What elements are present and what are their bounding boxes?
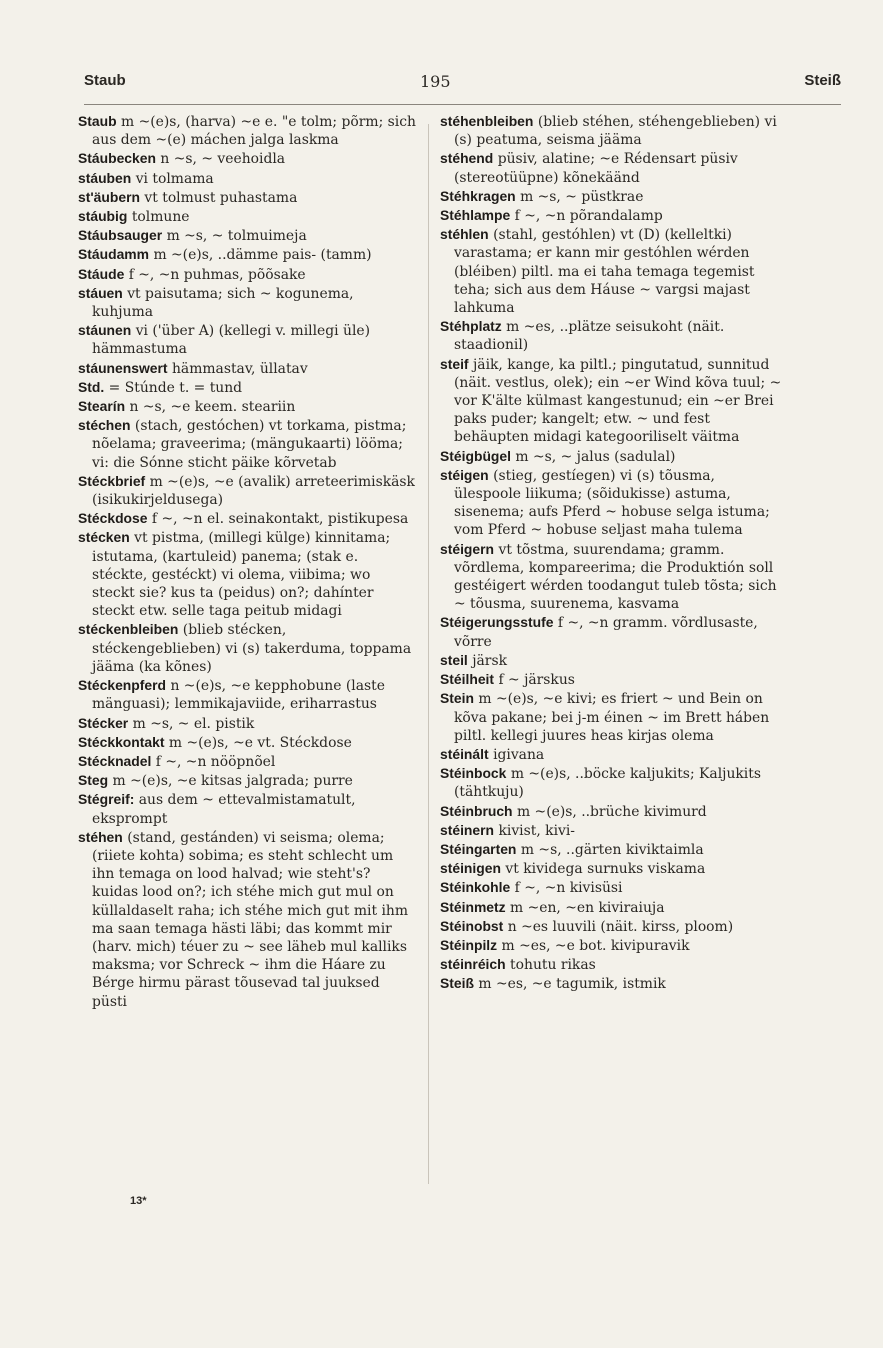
dictionary-entry xyxy=(440,670,786,689)
entry-headword: Stéinbruch xyxy=(440,802,513,819)
entry-definition: m ~s, ~ el. pistik xyxy=(132,715,255,732)
entry-headword: Stáudamm xyxy=(78,246,150,263)
dictionary-entry xyxy=(78,265,416,284)
entry-definition: vi ('über A) (kellegi v. millegi üle) hämmastuma xyxy=(92,323,371,358)
dictionary-entry xyxy=(78,149,416,168)
dictionary-entry xyxy=(78,472,416,509)
dictionary-entry xyxy=(440,112,786,149)
entry-headword: Stáude xyxy=(78,265,125,282)
entry-definition: püsiv, alatine; ~e Rédensart püsiv (stereotüüpne) kõnekäänd xyxy=(454,151,738,186)
dictionary-entry xyxy=(78,528,416,620)
dictionary-entry xyxy=(440,540,786,614)
entry-headword: Steiß xyxy=(440,975,474,992)
entry-headword: stéchen xyxy=(78,417,131,434)
dictionary-entry xyxy=(78,509,416,528)
entry-definition: n ~(e)s, ~e kepphobune (laste mänguasi); lemmikajaviide, eriharrastus xyxy=(92,678,385,713)
entry-definition: hämmastav, üllatav xyxy=(171,360,308,377)
entry-headword: stáunen xyxy=(78,322,132,339)
running-header xyxy=(84,72,841,94)
entry-headword: Stáubecken xyxy=(78,150,156,167)
entry-headword: stéigern xyxy=(440,540,495,557)
entry-definition: f ~, ~n gramm. võrdlusaste, võrre xyxy=(454,615,758,650)
dictionary-entry xyxy=(440,317,786,354)
dictionary-entry xyxy=(440,917,786,936)
entry-headword: Stécknadel xyxy=(78,752,152,769)
entry-headword: Stéinbock xyxy=(440,765,507,782)
dictionary-entry xyxy=(78,733,416,752)
entry-headword: Stégreif: xyxy=(78,791,135,808)
entry-definition: (stahl, gestóhlen) vt (D) (kelleltki) varastama; er kann mir gestóhlen wérden (bléiben) piltl. ma ei taha temaga tegemist teha; sich aus dem Háuse ~ vargsi majast lahkuma xyxy=(454,227,755,317)
dictionary-entry xyxy=(78,752,416,771)
dictionary-entry xyxy=(440,149,786,186)
entry-headword: Stéckbrief xyxy=(78,472,146,489)
entry-headword: stéinált xyxy=(440,745,489,762)
entry-definition: (stieg, gestíegen) vi (s) tõusma, ülespoole liikuma; (sõidukisse) astuma, sisenema; aufs Pferd ~ hobuse selga istuma; vom Pferd ~ hobuse seljast maha tulema xyxy=(454,467,770,539)
entry-definition: m ~en, ~en kiviraiuja xyxy=(510,899,665,916)
entry-definition: f ~, ~n puhmas, põõsake xyxy=(128,266,306,283)
entry-definition: = Stúnde t. = tund xyxy=(108,379,243,396)
dictionary-entry xyxy=(440,821,786,840)
entry-definition: m ~(e)s, ..böcke kaljukits; Kaljukits (tähtkuju) xyxy=(454,766,761,801)
entry-definition: m ~(e)s, ..brüche kivimurd xyxy=(516,803,707,820)
dictionary-entry xyxy=(440,355,786,447)
dictionary-entry xyxy=(78,790,416,827)
dictionary-entry xyxy=(78,359,416,378)
dictionary-entry xyxy=(440,878,786,897)
entry-definition: m ~(e)s, ~e vt. Stéckdose xyxy=(168,734,352,751)
dictionary-entry xyxy=(78,620,416,676)
dictionary-entry xyxy=(78,676,416,713)
entry-headword: stáunenswert xyxy=(78,359,168,376)
dictionary-entry xyxy=(440,613,786,650)
dictionary-entry xyxy=(78,771,416,790)
entry-definition: m ~(e)s, ~e (avalik) arreteerimiskäsk (isikukirjeldusega) xyxy=(92,473,415,509)
entry-definition: m ~s, ~ püstkrae xyxy=(520,188,644,205)
column-separator xyxy=(428,124,429,1184)
dictionary-entry xyxy=(78,226,416,245)
dictionary-entry xyxy=(78,416,416,472)
entry-headword: stéinigen xyxy=(440,860,501,877)
entry-headword: Stéinobst xyxy=(440,917,504,934)
entry-definition: f ~ järskus xyxy=(498,672,575,689)
right-column xyxy=(440,112,786,994)
entry-headword: stéhlen xyxy=(440,226,489,243)
entry-headword: Staub xyxy=(78,113,117,129)
entry-headword: stéckenbleiben xyxy=(78,621,179,638)
entry-definition: jäik, kange, ka piltl.; pingutatud, sunnitud (näit. vestlus, olek); ein ~er Wind kõva tuul; ~ vor K'älte külmast kangestunud; ein ~er Brei paks puder; kangelt; etw. ~ und fest behäupten midagi kategooriliselt väitma xyxy=(454,356,782,446)
dictionary-entry xyxy=(440,802,786,821)
dictionary-entry xyxy=(440,840,786,859)
dictionary-entry xyxy=(78,714,416,733)
entry-headword: Stéhkragen xyxy=(440,187,516,204)
entry-definition: n ~s, ~ veehoidla xyxy=(160,151,286,168)
entry-headword: Stéinkohle xyxy=(440,879,511,896)
dictionary-entry xyxy=(440,974,786,993)
dictionary-entry xyxy=(78,397,416,416)
dictionary-entry xyxy=(440,466,786,540)
entry-headword: Stéingarten xyxy=(440,840,517,857)
header-left-guide-word: Staub xyxy=(84,72,126,89)
left-column xyxy=(78,112,416,1011)
dictionary-entry xyxy=(78,112,416,149)
entry-definition: tolmune xyxy=(131,209,190,226)
entry-definition: m ~es, ~e tagumik, istmik xyxy=(478,976,666,993)
entry-headword: stéinréich xyxy=(440,956,506,973)
entry-headword: stáubig xyxy=(78,208,128,225)
page-number: 195 xyxy=(420,72,451,91)
entry-definition: m ~s, ..gärten kiviktaimla xyxy=(520,841,704,858)
entry-headword: stéhenbleiben xyxy=(440,113,534,129)
dictionary-entry xyxy=(440,955,786,974)
signature-mark: 13* xyxy=(130,1195,147,1207)
entry-headword: Stéckdose xyxy=(78,510,148,527)
entry-headword: Stéckenpferd xyxy=(78,677,167,694)
dictionary-entry xyxy=(440,689,786,745)
dictionary-entry xyxy=(78,207,416,226)
entry-definition: vt pistma, (millegi külge) kinnitama; istutama, (kartuleid) panema; (stak e. stéckte, gestéckt) vi olema, viibima; wo steckt sie? kus ta (peidus) on?; dahínter steckt etw. selle taga peitub midagi xyxy=(92,530,391,620)
entry-definition: m ~es, ~e bot. kivipuravik xyxy=(501,937,690,954)
entry-headword: Stéckkontakt xyxy=(78,733,165,750)
header-right-guide-word: Steiß xyxy=(804,72,841,89)
entry-headword: stéhend xyxy=(440,150,494,167)
entry-definition: f ~, ~n põrandalamp xyxy=(514,208,663,225)
entry-headword: Stáubsauger xyxy=(78,227,163,244)
entry-headword: stéhen xyxy=(78,828,123,845)
entry-definition: (stand, gestánden) vi seisma; olema; (riiete kohta) sobima; es steht schlecht um ihn temaga on lood halvad; wie steht's? kuidas lood on?; ich stéhe mich gut mul on küllaldaselt raha; ich stéhe mich gut mit ihm ma saan temaga hästi läbi; das kommt mir (harv. mich) téuer zu ~ see läheb mul kalliks maksma; vor Schreck ~ ihm die Háare zu Bérge hirmu pärast tõusevad tal juuksed püsti xyxy=(92,829,409,1010)
dictionary-entry xyxy=(78,378,416,397)
entry-headword: st'äubern xyxy=(78,188,140,205)
dictionary-entry xyxy=(440,651,786,670)
entry-definition: f ~, ~n el. seinakontakt, pistikupesa xyxy=(151,511,409,528)
entry-definition: m ~(e)s, ~e kivi; es friert ~ und Bein on kõva pakane; bei j-m éinen ~ im Brett háben piltl. kellegi juures heas kirjas olema xyxy=(454,691,770,744)
dictionary-entry xyxy=(440,187,786,206)
entry-definition: vt kividega surnuks viskama xyxy=(505,861,706,878)
entry-definition: m ~(e)s, ~e kitsas jalgrada; purre xyxy=(112,773,353,790)
entry-definition: igivana xyxy=(493,746,545,763)
header-rule xyxy=(84,104,841,105)
entry-headword: stécken xyxy=(78,529,130,546)
dictionary-entry xyxy=(440,745,786,764)
entry-headword: Stéhlampe xyxy=(440,207,511,224)
entry-definition: (stach, gestóchen) vt torkama, pistma; nõelama; graveerima; (mängukaarti) lööma; vi: die Sónne sticht päike kõrvetab xyxy=(92,418,407,471)
entry-headword: Stein xyxy=(440,690,474,707)
entry-headword: stéinern xyxy=(440,821,495,838)
dictionary-entry xyxy=(78,284,416,321)
entry-definition: (blieb stéhen, stéhengeblieben) vi (s) peatuma, seisma jääma xyxy=(454,114,777,149)
dictionary-entry xyxy=(440,206,786,225)
dictionary-entry xyxy=(440,936,786,955)
dictionary-entry xyxy=(440,225,786,317)
entry-definition: n ~es luuvili (näit. kirss, ploom) xyxy=(507,918,734,935)
entry-headword: Stéhplatz xyxy=(440,318,502,335)
entry-headword: Stéigerungsstufe xyxy=(440,614,554,631)
entry-definition: m ~es, ..plätze seisukoht (näit. staadionil) xyxy=(454,319,725,354)
entry-definition: vt tolmust puhastama xyxy=(144,189,298,206)
entry-headword: Stéinmetz xyxy=(440,898,506,915)
entry-definition: f ~, ~n kivisüsi xyxy=(514,880,623,897)
entry-headword: stáuen xyxy=(78,284,123,301)
dictionary-entry xyxy=(440,447,786,466)
dictionary-entry xyxy=(78,169,416,188)
entry-headword: steif xyxy=(440,355,469,372)
entry-headword: Stécker xyxy=(78,714,129,731)
entry-headword: steil xyxy=(440,651,468,668)
entry-headword: Stearín xyxy=(78,398,126,415)
dictionary-entry xyxy=(78,828,416,1011)
entry-definition: aus dem ~ ettevalmistamatult, eksprompt xyxy=(92,792,356,827)
entry-definition: vt tõstma, suurendama; gramm. võrdlema, kompareerima; die Produktión soll gestéigert wérden toodangut tuleb tõsta; sich ~ tõusma, suurenema, kasvama xyxy=(454,541,777,613)
entry-definition: n ~s, ~e keem. steariin xyxy=(129,399,296,416)
entry-headword: Stéilheit xyxy=(440,671,495,688)
dictionary-entry xyxy=(78,188,416,207)
dictionary-entry xyxy=(78,321,416,358)
entry-headword: stéigen xyxy=(440,466,489,483)
entry-headword: stáuben xyxy=(78,169,132,186)
entry-definition: m ~(e)s, (harva) ~e e. "e tolm; põrm; sich aus dem ~(e) máchen jalga laskma xyxy=(92,114,416,149)
dictionary-entry xyxy=(440,764,786,801)
dictionary-entry xyxy=(78,245,416,264)
entry-headword: Stéigbügel xyxy=(440,447,511,464)
entry-definition: kivist, kivi- xyxy=(498,822,576,839)
dictionary-entry xyxy=(440,859,786,878)
entry-definition: m ~(e)s, ..dämme pais- (tamm) xyxy=(153,247,372,264)
entry-definition: vt paisutama; sich ~ kogunema, kuhjuma xyxy=(92,285,354,321)
entry-definition: (blieb stécken, stéckengeblieben) vi (s) takerduma, toppama jääma (ka kõnes) xyxy=(92,622,412,675)
entry-definition: järsk xyxy=(472,652,507,669)
entry-headword: Steg xyxy=(78,772,109,789)
entry-definition: m ~s, ~ tolmuimeja xyxy=(166,228,307,245)
entry-definition: tohutu rikas xyxy=(510,957,596,974)
entry-headword: Stéinpilz xyxy=(440,936,498,953)
entry-headword: Std. xyxy=(78,378,105,395)
entry-definition: m ~s, ~ jalus (sadulal) xyxy=(515,448,676,465)
entry-definition: vi tolmama xyxy=(135,170,214,187)
dictionary-entry xyxy=(440,898,786,917)
entry-definition: f ~, ~n nööpnõel xyxy=(155,753,276,770)
